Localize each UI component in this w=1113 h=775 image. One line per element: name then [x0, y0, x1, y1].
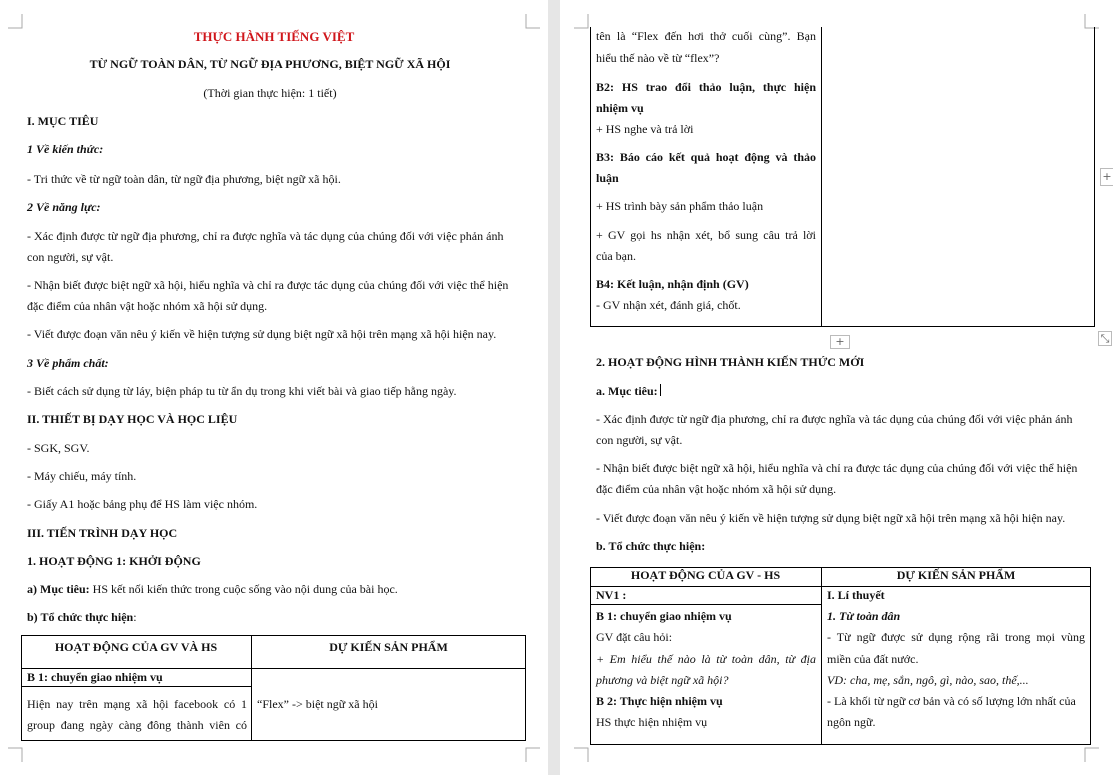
paragraph: - Tri thức về từ ngữ toàn dân, từ ngữ địa phương, biệt ngữ xã hội. — [27, 172, 341, 186]
table-divider — [590, 604, 821, 605]
table-cell: ngôn ngữ. — [827, 715, 876, 729]
section-heading: III. TIẾN TRÌNH DẠY HỌC — [27, 526, 178, 540]
paragraph: - Viết được đoạn văn nêu ý kiến về hiện tượng sử dụng biệt ngữ xã hội trên mạng xã hội hiện nay. — [596, 511, 1066, 525]
table-cell: “Flex” -> biệt ngữ xã hội — [257, 697, 378, 711]
table-cell: I. Lí thuyết — [827, 588, 885, 602]
org-label: b) Tổ chức thực hiện — [27, 610, 134, 624]
doc-time: (Thời gian thực hiện: 1 tiết) — [203, 86, 337, 100]
list-item: - Giấy A1 hoặc bảng phụ để HS làm việc nhóm. — [27, 497, 258, 511]
table-cell: VD: cha, mẹ, sắn, ngô, gì, nào, sao, thế,... — [827, 673, 1029, 687]
table-cell: - Từ ngữ được sử dụng rộng rãi trong mọi vùng — [827, 630, 1085, 644]
table-cell: hiểu thế nào về từ “flex”? — [596, 51, 720, 65]
paragraph: - Xác định được từ ngữ địa phương, chỉ ra được nghĩa và tác dụng của chúng đối với việc phản ánh — [596, 412, 1073, 426]
table-cell: - GV nhận xét, đánh giá, chốt. — [596, 298, 741, 312]
table-cell: B3: Báo cáo kết quả hoạt động và thảo — [596, 150, 816, 164]
list-item: - Máy chiếu, máy tính. — [27, 469, 137, 483]
table-cell: - Là khối từ ngữ cơ bản và có số lượng lớn nhất của — [827, 694, 1076, 708]
table-header: DỰ KIẾN SẢN PHẨM — [329, 640, 448, 654]
table-cell: nhiệm vụ — [596, 101, 644, 115]
paragraph: - Xác định được từ ngữ địa phương, chỉ ra được nghĩa và tác dụng của chúng đối với việc phản ánh — [27, 229, 504, 243]
doc-subtitle: TỪ NGỮ TOÀN DÂN, TỪ NGỮ ĐỊA PHƯƠNG, BIỆT NGỮ XÃ HỘI — [89, 57, 451, 71]
table-cell: + HS nghe và trả lời — [596, 122, 694, 136]
table-border — [590, 27, 591, 327]
list-item: - SGK, SGV. — [27, 441, 90, 455]
table-cell: + HS trình bày sản phẩm thảo luận — [596, 199, 764, 213]
left-page — [0, 0, 548, 775]
resize-table-icon[interactable]: ⤡ — [1098, 331, 1112, 346]
aim-text: HS kết nối kiến thức trong cuộc sống vào nội dung của bài học. — [89, 582, 398, 596]
text-cursor — [660, 384, 661, 396]
paragraph — [27, 582, 398, 597]
subsection-heading — [596, 384, 661, 399]
table-divider — [21, 686, 251, 687]
table-header: HOẠT ĐỘNG CỦA GV - HS — [630, 568, 781, 582]
table-border — [1094, 27, 1095, 327]
section-heading: I. MỤC TIÊU — [27, 114, 99, 128]
table-cell: phương và biệt ngữ xã hội? — [596, 673, 729, 687]
paragraph: - Viết được đoạn văn nêu ý kiến về hiện tượng sử dụng biệt ngữ xã hội trên mạng xã hội hiện nay. — [27, 327, 497, 341]
add-row-button[interactable]: + — [830, 335, 850, 349]
table-cell: 1. Từ toàn dân — [827, 609, 901, 623]
table-cell: B4: Kết luận, nhận định (GV) — [596, 277, 749, 291]
subsection-heading: 1. HOẠT ĐỘNG 1: KHỞI ĐỘNG — [27, 554, 201, 568]
paragraph: con người, sự vật. — [27, 250, 114, 264]
table-header: HOẠT ĐỘNG CỦA GV VÀ HS — [54, 640, 218, 654]
paragraph: - Nhận biết được biệt ngữ xã hội, hiểu nghĩa và chỉ ra được tác dụng của chúng đối với việc thể hiện — [27, 278, 509, 292]
paragraph — [27, 610, 137, 625]
table-cell: tên là “Flex đến hơi thở cuối cùng”. Bạn — [596, 29, 816, 43]
paragraph: - Nhận biết được biệt ngữ xã hội, hiểu nghĩa và chỉ ra được tác dụng của chúng đối với việc thể hiện — [596, 461, 1078, 475]
table-cell: + Em hiểu thế nào là từ toàn dân, từ địa — [596, 652, 816, 666]
aim-label: a) Mục tiêu: — [27, 582, 90, 596]
add-column-button[interactable]: + — [1100, 168, 1113, 186]
table-header: DỰ KIẾN SẢN PHẨM — [896, 568, 1016, 582]
table-divider — [821, 567, 822, 745]
table-cell: B 1: chuyển giao nhiệm vụ — [596, 609, 732, 623]
table-cell: miền của đất nước. — [827, 652, 919, 666]
doc-title: THỰC HÀNH TIẾNG VIỆT — [193, 29, 355, 44]
table-cell: luận — [596, 171, 619, 185]
table-cell: Hiện nay trên mạng xã hội facebook có 1 — [27, 697, 247, 711]
table-divider — [821, 27, 822, 327]
table-cell: NV1 : — [596, 588, 627, 602]
table-bottom-border — [590, 326, 1095, 327]
section-heading: II. THIẾT BỊ DẠY HỌC VÀ HỌC LIỆU — [27, 412, 238, 426]
right-page — [560, 0, 1113, 775]
paragraph: con người, sự vật. — [596, 433, 683, 447]
table-cell: group đang ngày càng đông thành viên có — [27, 718, 247, 732]
paragraph: đặc điểm của nhân vật hoặc nhóm xã hội sử dụng. — [596, 482, 837, 496]
table-cell: B 1: chuyển giao nhiệm vụ — [27, 670, 163, 684]
table-cell: B2: HS trao đổi thảo luận, thực hiện — [596, 80, 816, 94]
table-cell: GV đặt câu hỏi: — [596, 630, 673, 644]
section-heading: 2. HOẠT ĐỘNG HÌNH THÀNH KIẾN THỨC MỚI — [596, 355, 865, 369]
aim-label: a. Mục tiêu: — [596, 384, 658, 398]
table-cell: của bạn. — [596, 249, 636, 263]
table-divider — [21, 668, 526, 669]
paragraph: - Biết cách sử dụng từ láy, biện pháp tu từ ẩn dụ trong khi viết bài và giao tiếp hằng ngày. — [27, 384, 457, 398]
paragraph: đặc điểm của nhân vật hoặc nhóm xã hội sử dụng. — [27, 299, 268, 313]
subsection-heading: b. Tổ chức thực hiện: — [596, 539, 706, 553]
table-cell: + GV gọi hs nhận xét, bổ sung câu trả lời — [596, 228, 816, 242]
org-colon: : — [133, 610, 137, 624]
subsection-heading: 3 Về phẩm chất: — [27, 356, 109, 370]
subsection-heading: 1 Về kiến thức: — [27, 142, 104, 156]
table-cell: B 2: Thực hiện nhiệm vụ — [596, 694, 723, 708]
table-cell: HS thực hiện nhiệm vụ — [596, 715, 708, 729]
subsection-heading: 2 Về năng lực: — [27, 200, 101, 214]
table-divider — [590, 586, 1091, 587]
